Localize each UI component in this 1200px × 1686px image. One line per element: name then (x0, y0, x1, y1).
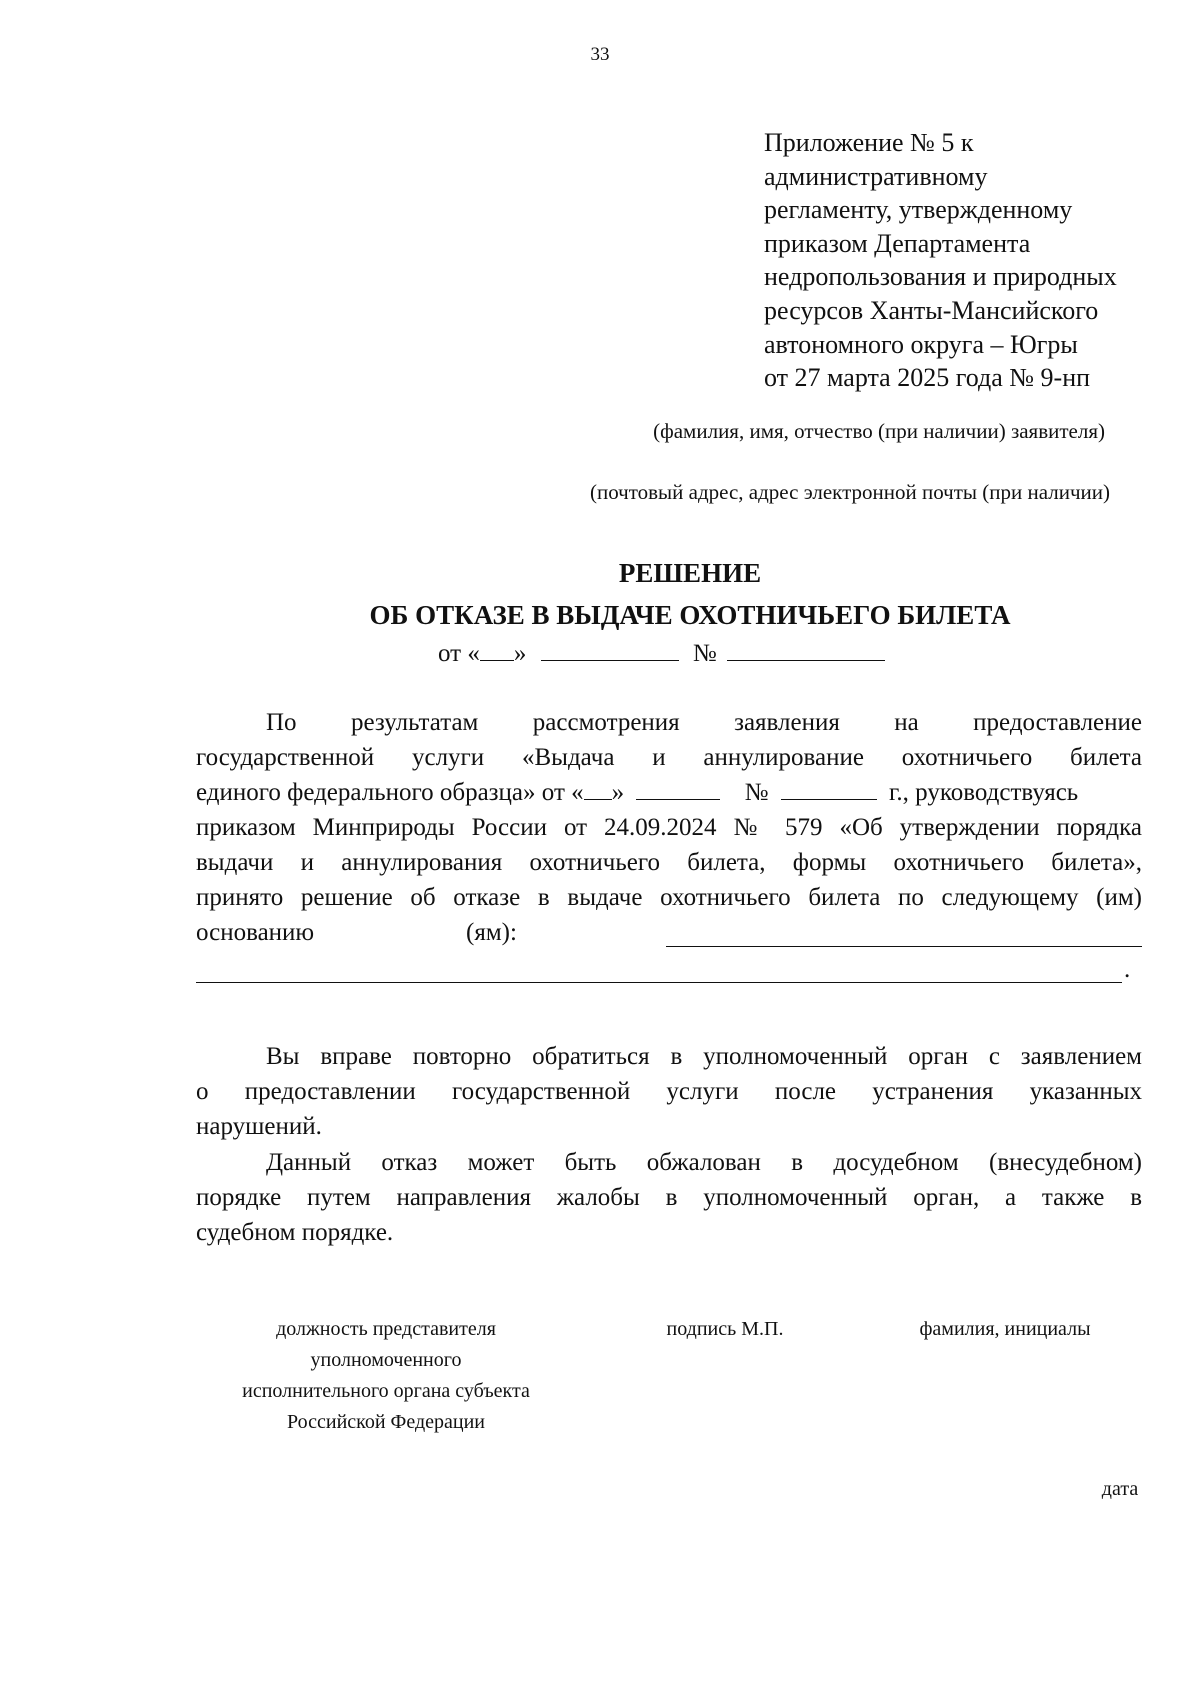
appendix-line: административному (764, 161, 988, 191)
paragraph-line: судебном порядке. (196, 1219, 394, 1246)
position-line: исполнительного органа субъекта (242, 1380, 530, 1402)
period-mark: . (1124, 956, 1131, 983)
text-fragment: » (611, 779, 625, 806)
appendix-note (764, 126, 1184, 395)
page-number: 33 (590, 44, 610, 65)
paragraph-line: выдачи и аннулирования охотничьего билета, формы охотничьего билета», (196, 849, 1142, 876)
paragraph-line: государственной услуги «Выдача и аннулирование охотничьего билета (196, 744, 1142, 771)
appendix-line: недропользования и природных (764, 262, 1117, 292)
appendix-line: ресурсов Ханты-Мансийского (764, 295, 1099, 325)
date-label: дата (1101, 1478, 1139, 1500)
paragraph-line-with-blanks (196, 776, 1142, 810)
document-subtitle: ОБ ОТКАЗЕ В ВЫДАЧЕ ОХОТНИЧЬЕГО БИЛЕТА (369, 600, 1011, 630)
text-fragment: единого федерального образца» от « (196, 779, 584, 806)
application-month-blank[interactable] (636, 777, 720, 800)
paragraph-line: приказом Минприроды России от 24.09.2024 № 579 «Об утверждении порядка (196, 814, 1142, 841)
complaint-paragraph (196, 1146, 1142, 1256)
text-fragment: г., руководствуясь (888, 779, 1079, 806)
paragraph-line: По результатам рассмотрения заявления на предоставление (266, 709, 1142, 736)
position-line: уполномоченного (310, 1349, 462, 1371)
paragraph-line: принято решение об отказе в выдаче охотничьего билета по следующему (им) (196, 884, 1142, 911)
appendix-line: автономного округа – Югры (764, 329, 1078, 359)
appendix-line: приказом Департамента (764, 228, 1031, 258)
official-position-block (196, 1314, 576, 1438)
basis-suffix: (ям): (466, 919, 517, 946)
basis-blank-2[interactable] (196, 982, 1122, 983)
paragraph-line: Данный отказ может быть обжалован в досудебном (внесудебном) (266, 1149, 1142, 1176)
appendix-line: от 27 марта 2025 года № 9-нп (764, 363, 1091, 393)
paragraph-line: порядке путем направления жалобы в уполномоченный орган, а также в (196, 1184, 1142, 1211)
day-blank[interactable] (480, 638, 514, 661)
paragraph-line: Вы вправе повторно обратиться в уполномоченный орган с заявлением (266, 1043, 1142, 1070)
application-number-blank[interactable] (781, 777, 877, 800)
document-title: РЕШЕНИЕ (618, 558, 762, 588)
basis-label: основанию (196, 919, 315, 946)
appeal-paragraph (196, 1040, 1142, 1150)
name-label: фамилия, инициалы (919, 1318, 1091, 1340)
decision-date-line (438, 638, 885, 668)
date-mid: » (513, 640, 527, 667)
decision-paragraph (196, 706, 1142, 956)
applicant-address-caption: (почтовый адрес, адрес электронной почты (при наличии) (589, 480, 1110, 504)
month-blank[interactable] (541, 638, 679, 661)
position-line: должность представителя (276, 1318, 496, 1340)
appendix-line: Приложение № 5 к (764, 128, 974, 157)
date-prefix: от « (438, 640, 480, 667)
signature-label: подпись М.П. (666, 1318, 784, 1340)
paragraph-line: нарушений. (196, 1113, 322, 1140)
applicant-name-caption: (фамилия, имя, отчество (при наличии) заявителя) (653, 419, 1105, 443)
application-day-blank[interactable] (584, 777, 612, 800)
decision-number-blank[interactable] (727, 638, 885, 661)
appendix-line: регламенту, утвержденному (764, 195, 1073, 225)
text-fragment: № (744, 779, 769, 806)
number-sign: № (692, 640, 717, 667)
paragraph-line: о предоставлении государственной услуги после устранения указанных (196, 1078, 1142, 1105)
basis-blank-1[interactable] (666, 946, 1142, 947)
position-line: Российской Федерации (286, 1411, 486, 1433)
